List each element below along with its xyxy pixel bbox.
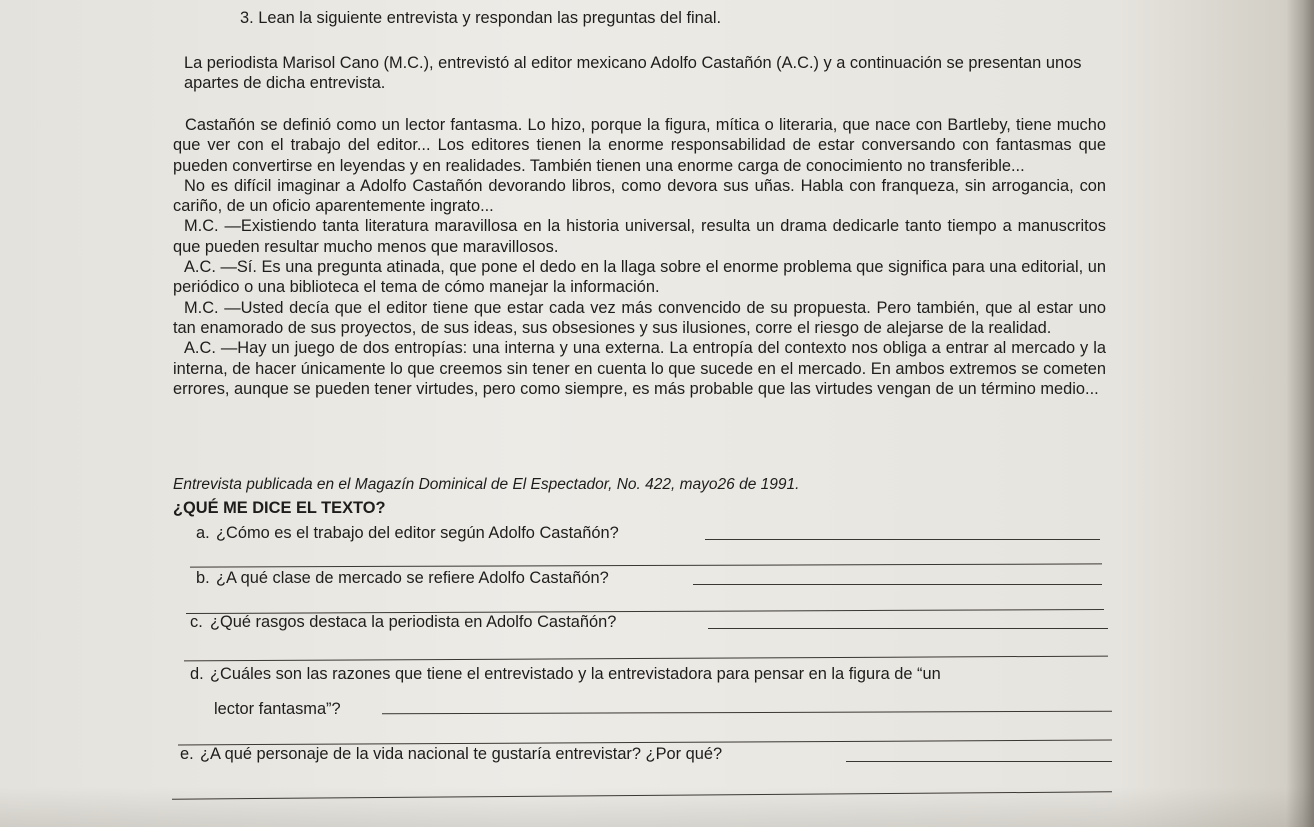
- answer-line[interactable]: [705, 539, 1100, 540]
- question-letter: a.: [196, 524, 210, 542]
- question-letter: e.: [180, 745, 194, 763]
- source-citation: Entrevista publicada en el Magazín Dominical de El Espectador, No. 422, mayo26 de 1991.: [173, 476, 800, 493]
- question-text: ¿A qué clase de mercado se refiere Adolfo Castañón?: [216, 569, 609, 587]
- intro-paragraph: La periodista Marisol Cano (M.C.), entrevistó al editor mexicano Adolfo Castañón (A.C.) y a continuación se presentan unos apartes de dicha entrevista.: [184, 54, 1082, 93]
- answer-line[interactable]: [184, 656, 1108, 662]
- page-bottom-shadow: [0, 787, 1314, 827]
- question-c: [190, 612, 616, 632]
- question-b: [196, 568, 609, 588]
- interview-paragraph: A.C. —Hay un juego de dos entropías: una interna y una externa. La entropía del contexto nos obliga a entrar al mercado y la interna, de hacer únicamente lo que creemos sin tener en cuenta lo que sucede en el mercado. En ambos extremos se cometen errores, aunque se pueden tener virtudes, pero como siempre, es más probable que las virtudes vengan de un término medio...: [173, 339, 1106, 398]
- question-text: lector fantasma”?: [214, 700, 341, 718]
- answer-line[interactable]: [190, 563, 1102, 567]
- question-letter: d.: [190, 665, 204, 683]
- interview-paragraph: No es difícil imaginar a Adolfo Castañón devorando libros, como devora sus uñas. Habla con franqueza, sin arrogancia, con cariño, de un oficio aparentemente ingrato...: [173, 176, 1106, 216]
- question-a: [196, 523, 619, 543]
- interview-paragraph: Castañón se definió como un lector fantasma. Lo hizo, porque la figura, mítica o literaria, que nace con Bartleby, tiene mucho que ver con el trabajo del editor... Los editores tienen la enorme responsabilidad de estar conversando con fantasmas que pueden convertirse en leyendas y en realidades. También tienen una enorme carga de conocimiento no transferible...: [173, 116, 1106, 175]
- question-text: ¿Qué rasgos destaca la periodista en Adolfo Castañón?: [210, 613, 617, 631]
- question-text: ¿A qué personaje de la vida nacional te gustaría entrevistar? ¿Por qué?: [200, 745, 723, 763]
- question-letter: c.: [190, 613, 203, 631]
- question-letter: b.: [196, 569, 210, 587]
- page-edge-shadow: [1286, 0, 1314, 827]
- answer-line[interactable]: [846, 761, 1112, 762]
- interview-text: [173, 115, 1106, 399]
- interview-paragraph: M.C. —Usted decía que el editor tiene que estar cada vez más convencido de su propuesta. Pero también, que al estar uno tan enamorado de sus proyectos, de sus ideas, sus obsesiones y sus ilusiones, corre el riesgo de alejarse de la realidad.: [173, 298, 1106, 337]
- answer-line[interactable]: [693, 584, 1102, 585]
- question-text: ¿Cuáles son las razones que tiene el entrevistado y la entrevistadora para pensar en la figura de “un: [210, 665, 941, 683]
- question-e: [180, 744, 722, 764]
- question-d: [190, 664, 941, 684]
- exercise-heading: 3. Lean la siguiente entrevista y respondan las preguntas del final.: [240, 9, 722, 27]
- question-text: ¿Cómo es el trabajo del editor según Adolfo Castañón?: [216, 524, 619, 542]
- questions-title: ¿QUÉ ME DICE EL TEXTO?: [173, 499, 386, 517]
- answer-line[interactable]: [382, 711, 1112, 715]
- interview-paragraph: M.C. —Existiendo tanta literatura maravillosa en la historia universal, resulta un drama dedicarle tanto tiempo a manuscritos que pueden resultar mucho menos que maravillosos.: [173, 217, 1106, 256]
- question-d-continued: [214, 699, 341, 719]
- answer-line[interactable]: [708, 628, 1108, 629]
- interview-paragraph: A.C. —Sí. Es una pregunta atinada, que pone el dedo en la llaga sobre el enorme problema que significa para una editorial, un periódico o una biblioteca el tema de cómo manejar la información.: [173, 258, 1106, 297]
